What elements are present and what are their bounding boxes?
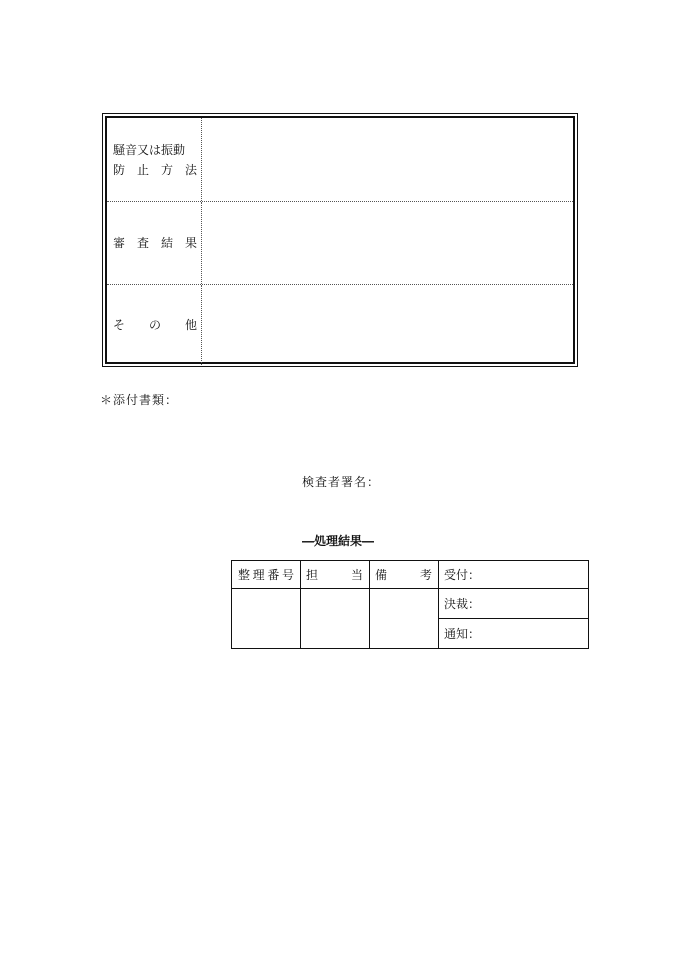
value-prevention-method[interactable] bbox=[202, 118, 573, 201]
form-row-review-result bbox=[107, 202, 573, 285]
header-remarks: 備 考 bbox=[375, 568, 432, 582]
inspector-signature-label: 検査者署名： bbox=[302, 475, 381, 489]
received-label: 受付： bbox=[444, 568, 481, 582]
header-person-in-charge: 担 当 bbox=[306, 568, 363, 582]
processing-result-title: ―処理結果― bbox=[302, 534, 375, 548]
label-review-result: 審 査 結 果 bbox=[107, 202, 202, 284]
attachments-label: ＊添付書類： bbox=[100, 393, 179, 407]
label-prevention-method-line1: 騒音又は振動 bbox=[113, 142, 186, 157]
form-row-prevention-method bbox=[107, 118, 573, 202]
header-serial-number: 整 理 番 号 bbox=[238, 568, 294, 582]
label-prevention-method-line2: 防 止 方 法 bbox=[113, 162, 197, 177]
notification-label: 通知： bbox=[444, 626, 481, 641]
form-row-other bbox=[107, 285, 573, 365]
label-prevention-method bbox=[107, 118, 202, 201]
form-inner-border bbox=[106, 117, 574, 363]
value-other[interactable] bbox=[202, 285, 573, 365]
processing-table bbox=[231, 560, 589, 649]
value-review-result[interactable] bbox=[202, 202, 573, 284]
application-form-box bbox=[102, 113, 578, 367]
approval-label: 決裁： bbox=[444, 596, 481, 611]
label-other: そ の 他 bbox=[107, 285, 202, 365]
